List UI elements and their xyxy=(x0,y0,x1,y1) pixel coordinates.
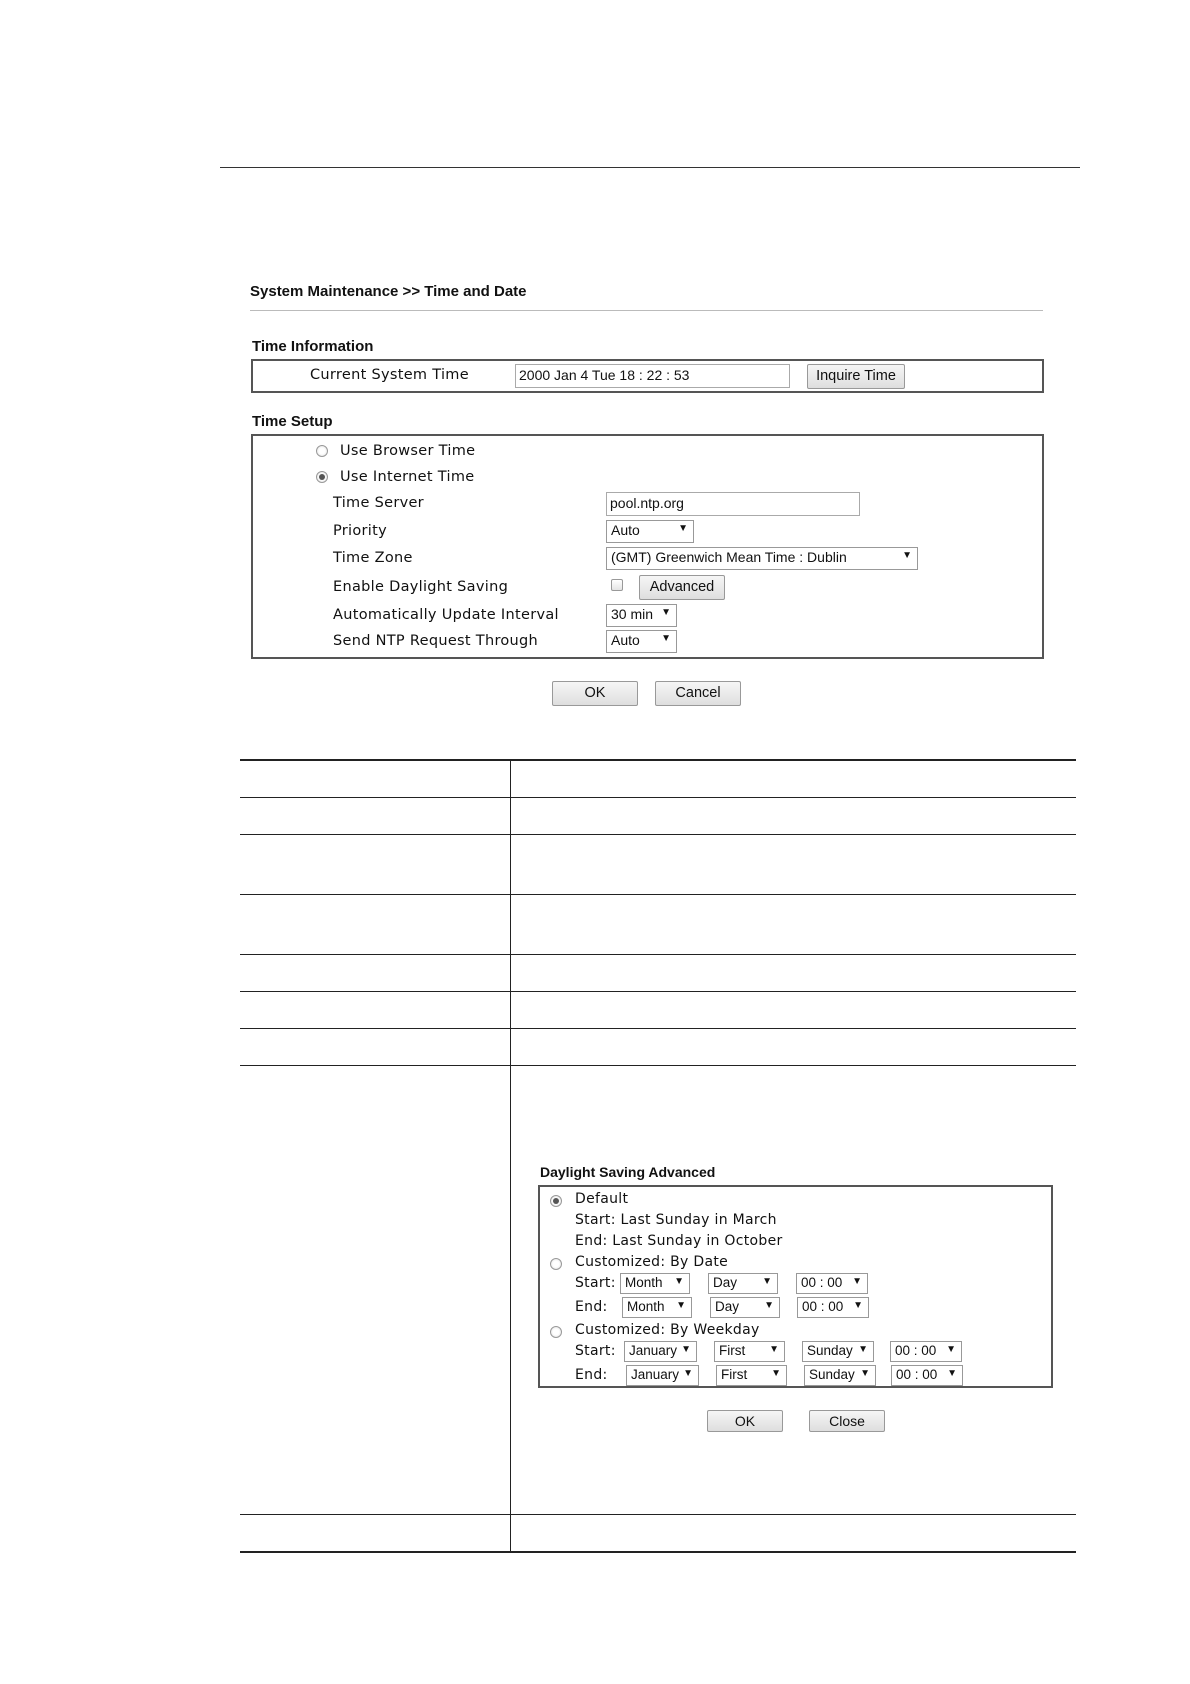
table-row-divider xyxy=(240,797,1076,798)
default-radio[interactable] xyxy=(550,1195,562,1207)
time-server-input[interactable]: pool.ntp.org xyxy=(606,492,860,516)
default-end-text: End: Last Sunday in October xyxy=(575,1233,783,1249)
by-date-start-time-select[interactable] xyxy=(796,1273,868,1294)
chevron-down-icon: ▼ xyxy=(681,1344,691,1355)
chevron-down-icon: ▼ xyxy=(946,1344,956,1355)
ntp-through-select[interactable] xyxy=(606,630,677,653)
by-weekday-start-month-select[interactable] xyxy=(624,1341,697,1362)
chevron-down-icon: ▼ xyxy=(674,1276,684,1287)
daylight-ok-button[interactable]: OK xyxy=(707,1410,783,1432)
table-row-divider xyxy=(240,834,1076,835)
by-weekday-end-day-select[interactable] xyxy=(804,1365,876,1386)
daylight-advanced-box xyxy=(538,1185,1053,1388)
by-date-start-month-select[interactable] xyxy=(620,1273,690,1294)
daylight-close-button[interactable]: Close xyxy=(809,1410,885,1432)
ntp-through-value: Auto xyxy=(611,632,640,648)
month-value: January xyxy=(631,1367,680,1382)
time-value: 00 : 00 xyxy=(802,1299,844,1314)
by-weekday-end-month-select[interactable] xyxy=(626,1365,699,1386)
default-label: Default xyxy=(575,1191,629,1207)
week-value: First xyxy=(721,1367,748,1382)
table-row-divider xyxy=(240,1514,1076,1515)
time-setup-title: Time Setup xyxy=(252,413,333,430)
by-date-end-day-select[interactable] xyxy=(710,1297,780,1318)
by-date-start-label: Start: xyxy=(575,1275,616,1291)
page-title: System Maintenance >> Time and Date xyxy=(250,283,527,300)
update-interval-value: 30 min xyxy=(611,606,654,622)
time-zone-value: (GMT) Greenwich Mean Time : Dublin xyxy=(611,549,847,565)
table-row-divider xyxy=(240,954,1076,955)
use-internet-time-label: Use Internet Time xyxy=(340,469,475,485)
time-setup-box xyxy=(251,434,1044,659)
chevron-down-icon: ▼ xyxy=(762,1276,772,1287)
time-zone-select[interactable] xyxy=(606,547,918,570)
current-system-time-field: 2000 Jan 4 Tue 18 : 22 : 53 xyxy=(515,364,790,388)
default-start-text: Start: Last Sunday in March xyxy=(575,1212,777,1228)
chevron-down-icon: ▼ xyxy=(678,523,688,534)
by-date-end-time-select[interactable] xyxy=(797,1297,869,1318)
use-browser-time-radio[interactable] xyxy=(316,445,328,457)
by-weekday-start-time-select[interactable] xyxy=(890,1341,962,1362)
table-row-divider xyxy=(240,894,1076,895)
week-value: First xyxy=(719,1343,746,1358)
table-row-divider xyxy=(240,1028,1076,1029)
by-date-end-month-select[interactable] xyxy=(622,1297,692,1318)
time-value: 00 : 00 xyxy=(895,1343,937,1358)
month-value: January xyxy=(629,1343,678,1358)
chevron-down-icon: ▼ xyxy=(661,607,671,618)
chevron-down-icon: ▼ xyxy=(661,633,671,644)
day-value: Day xyxy=(713,1275,738,1290)
ntp-through-label: Send NTP Request Through xyxy=(333,633,539,649)
chevron-down-icon: ▼ xyxy=(769,1344,779,1355)
by-weekday-end-label: End: xyxy=(575,1367,608,1383)
by-weekday-end-time-select[interactable] xyxy=(891,1365,963,1386)
update-interval-select[interactable] xyxy=(606,604,677,627)
weekday-value: Sunday xyxy=(809,1367,855,1382)
priority-value: Auto xyxy=(611,522,640,538)
chevron-down-icon: ▼ xyxy=(853,1300,863,1311)
use-browser-time-label: Use Browser Time xyxy=(340,443,476,459)
top-rule xyxy=(220,167,1080,168)
table-row-divider xyxy=(240,991,1076,992)
table-bottom-border xyxy=(240,1551,1076,1553)
chevron-down-icon: ▼ xyxy=(771,1368,781,1379)
table-column-divider xyxy=(510,760,511,1552)
chevron-down-icon: ▼ xyxy=(858,1344,868,1355)
table-top-border xyxy=(240,759,1076,761)
time-information-title: Time Information xyxy=(252,338,374,355)
daylight-saving-label: Enable Daylight Saving xyxy=(333,579,509,595)
by-weekday-start-week-select[interactable] xyxy=(714,1341,785,1362)
use-internet-time-radio[interactable] xyxy=(316,471,328,483)
by-weekday-start-label: Start: xyxy=(575,1343,616,1359)
by-weekday-start-day-select[interactable] xyxy=(802,1341,874,1362)
daylight-saving-checkbox[interactable] xyxy=(611,579,623,591)
by-date-radio[interactable] xyxy=(550,1258,562,1270)
by-date-start-day-select[interactable] xyxy=(708,1273,778,1294)
time-value: 00 : 00 xyxy=(801,1275,843,1290)
weekday-value: Sunday xyxy=(807,1343,853,1358)
update-interval-label: Automatically Update Interval xyxy=(333,607,559,623)
cancel-button[interactable]: Cancel xyxy=(655,681,741,706)
month-value: Month xyxy=(627,1299,665,1314)
chevron-down-icon: ▼ xyxy=(683,1368,693,1379)
day-value: Day xyxy=(715,1299,740,1314)
title-divider xyxy=(250,310,1043,311)
ok-button[interactable]: OK xyxy=(552,681,638,706)
advanced-button[interactable]: Advanced xyxy=(639,575,725,600)
by-weekday-end-week-select[interactable] xyxy=(716,1365,787,1386)
chevron-down-icon: ▼ xyxy=(860,1368,870,1379)
time-server-label: Time Server xyxy=(333,495,424,511)
month-value: Month xyxy=(625,1275,663,1290)
chevron-down-icon: ▼ xyxy=(947,1368,957,1379)
inquire-time-button[interactable]: Inquire Time xyxy=(807,364,905,389)
chevron-down-icon: ▼ xyxy=(676,1300,686,1311)
table-row-divider xyxy=(240,1065,1076,1066)
priority-label: Priority xyxy=(333,523,388,539)
by-date-label: Customized: By Date xyxy=(575,1254,729,1270)
daylight-advanced-title: Daylight Saving Advanced xyxy=(540,1164,716,1180)
time-value: 00 : 00 xyxy=(896,1367,938,1382)
by-weekday-label: Customized: By Weekday xyxy=(575,1322,760,1338)
time-information-box xyxy=(251,359,1044,393)
current-system-time-label: Current System Time xyxy=(310,367,469,383)
chevron-down-icon: ▼ xyxy=(852,1276,862,1287)
by-date-end-label: End: xyxy=(575,1299,608,1315)
by-weekday-radio[interactable] xyxy=(550,1326,562,1338)
chevron-down-icon: ▼ xyxy=(902,550,912,561)
chevron-down-icon: ▼ xyxy=(764,1300,774,1311)
priority-select[interactable] xyxy=(606,520,694,543)
time-zone-label: Time Zone xyxy=(333,550,413,566)
